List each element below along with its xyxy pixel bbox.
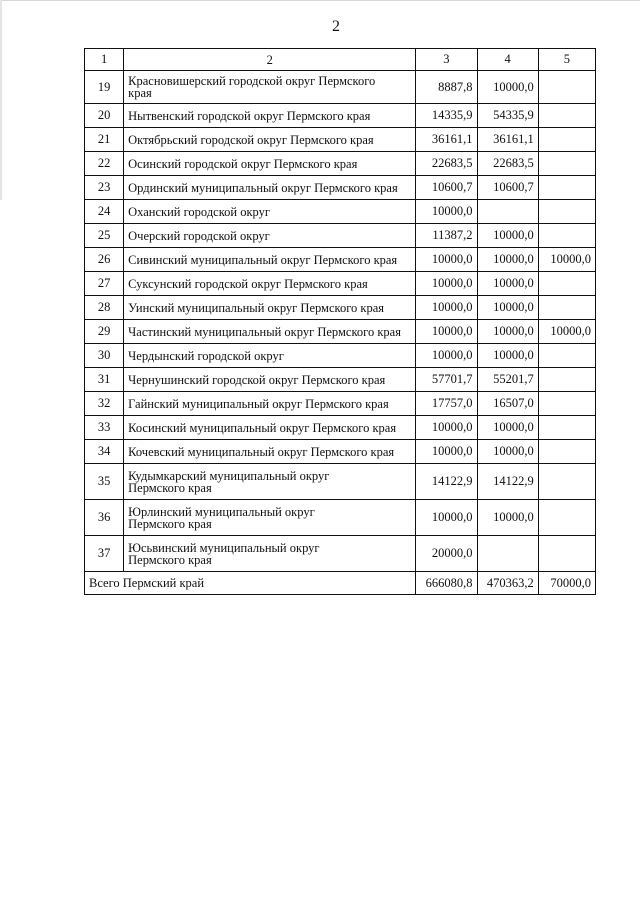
municipality-name-line-1: Чернушинский городской округ Пермского края (128, 372, 386, 387)
value-col-4: 10000,0 (477, 440, 538, 464)
value-col-5 (538, 272, 595, 296)
value-col-5 (538, 296, 595, 320)
value-col-3: 36161,1 (416, 128, 477, 152)
value-col-5: 10000,0 (538, 320, 595, 344)
value-col-4: 10000,0 (477, 272, 538, 296)
municipality-name (124, 344, 416, 368)
row-number: 37 (85, 536, 124, 572)
table-row (85, 128, 596, 152)
value-col-3: 10000,0 (416, 344, 477, 368)
value-col-4: 10000,0 (477, 224, 538, 248)
value-col-5 (538, 71, 595, 104)
municipality-name-line-2: Пермского края (128, 516, 212, 531)
municipality-name (124, 320, 416, 344)
municipality-name (124, 128, 416, 152)
municipality-name-line-1: Юсьвинский муниципальный округ (128, 540, 320, 555)
municipality-name (124, 464, 416, 500)
value-col-3: 10000,0 (416, 272, 477, 296)
value-col-5 (538, 200, 595, 224)
value-col-5 (538, 536, 595, 572)
row-number: 30 (85, 344, 124, 368)
table-row (85, 200, 596, 224)
row-number: 36 (85, 500, 124, 536)
municipality-name-line-1: Красновишерский городской округ Пермского (128, 74, 376, 88)
value-col-3: 10000,0 (416, 296, 477, 320)
value-col-4: 10000,0 (477, 416, 538, 440)
table-row (85, 176, 596, 200)
row-number: 28 (85, 296, 124, 320)
value-col-5 (538, 152, 595, 176)
row-number: 19 (85, 71, 124, 104)
municipality-name (124, 416, 416, 440)
table-row (85, 368, 596, 392)
value-col-3: 14335,9 (416, 104, 477, 128)
header-col-4: 4 (477, 49, 538, 71)
value-col-3: 10000,0 (416, 320, 477, 344)
value-col-5 (538, 368, 595, 392)
total-col-3: 666080,8 (416, 572, 477, 595)
table-row (85, 104, 596, 128)
municipality-name-line-1: Сивинский муниципальный округ Пермского края (128, 252, 398, 267)
value-col-3: 10000,0 (416, 500, 477, 536)
table-header-row (85, 49, 596, 71)
value-col-4: 10000,0 (477, 248, 538, 272)
value-col-5: 10000,0 (538, 248, 595, 272)
municipality-name (124, 392, 416, 416)
total-row (85, 572, 596, 595)
value-col-3: 57701,7 (416, 368, 477, 392)
value-col-5 (538, 128, 595, 152)
value-col-4: 36161,1 (477, 128, 538, 152)
table-row (85, 272, 596, 296)
municipality-name-line-1: Октябрьский городской округ Пермского края (128, 132, 374, 147)
value-col-3: 14122,9 (416, 464, 477, 500)
municipality-name (124, 176, 416, 200)
row-number: 35 (85, 464, 124, 500)
budget-allocation-table (84, 48, 596, 595)
value-col-5 (538, 416, 595, 440)
municipality-name-line-1: Осинский городской округ Пермского края (128, 156, 358, 171)
value-col-4 (477, 536, 538, 572)
municipality-name-line-1: Юрлинский муниципальный округ (128, 504, 315, 519)
municipality-name (124, 368, 416, 392)
value-col-5 (538, 500, 595, 536)
municipality-name-line-1: Частинский муниципальный округ Пермского края (128, 324, 401, 339)
municipality-name-line-1: Очерский городской округ (128, 228, 270, 243)
municipality-name-line-1: Чердынский городской округ (128, 348, 284, 363)
value-col-5 (538, 344, 595, 368)
row-number: 26 (85, 248, 124, 272)
municipality-name (124, 500, 416, 536)
value-col-3: 10000,0 (416, 416, 477, 440)
value-col-3: 17757,0 (416, 392, 477, 416)
municipality-name-line-1: Гайнский муниципальный округ Пермского края (128, 396, 389, 411)
row-number: 34 (85, 440, 124, 464)
municipality-name-line-1: Кочевский муниципальный округ Пермского края (128, 444, 395, 459)
value-col-4: 54335,9 (477, 104, 538, 128)
municipality-name-line-1: Нытвенский городской округ Пермского края (128, 108, 371, 123)
value-col-4: 10000,0 (477, 320, 538, 344)
row-number: 22 (85, 152, 124, 176)
municipality-name (124, 104, 416, 128)
value-col-3: 8887,8 (416, 71, 477, 104)
municipality-name (124, 200, 416, 224)
value-col-3: 11387,2 (416, 224, 477, 248)
value-col-4: 10000,0 (477, 344, 538, 368)
value-col-3: 22683,5 (416, 152, 477, 176)
total-col-4: 470363,2 (477, 572, 538, 595)
value-col-4: 10000,0 (477, 71, 538, 104)
table-row (85, 224, 596, 248)
page-number: 2 (332, 18, 340, 35)
table-row (85, 464, 596, 500)
header-col-1: 1 (85, 49, 124, 71)
value-col-4: 10600,7 (477, 176, 538, 200)
row-number: 24 (85, 200, 124, 224)
municipality-name-line-1: Оханский городской округ (128, 204, 271, 219)
municipality-name-line-1: Суксунский городской округ Пермского края (128, 276, 368, 291)
value-col-3: 10000,0 (416, 248, 477, 272)
value-col-3: 10000,0 (416, 200, 477, 224)
table-row (85, 440, 596, 464)
municipality-name-line-1: Ординский муниципальный округ Пермского края (128, 180, 398, 195)
row-number: 32 (85, 392, 124, 416)
value-col-5 (538, 392, 595, 416)
value-col-3: 10000,0 (416, 440, 477, 464)
value-col-5 (538, 224, 595, 248)
value-col-5 (538, 440, 595, 464)
value-col-4: 55201,7 (477, 368, 538, 392)
value-col-4: 16507,0 (477, 392, 538, 416)
municipality-name (124, 152, 416, 176)
table-row (85, 416, 596, 440)
municipality-name-line-2: Пермского края (128, 480, 212, 495)
header-col-2: 2 (124, 49, 416, 71)
row-number: 23 (85, 176, 124, 200)
row-number: 20 (85, 104, 124, 128)
table-row (85, 536, 596, 572)
table-row (85, 500, 596, 536)
row-number: 27 (85, 272, 124, 296)
table-row (85, 296, 596, 320)
row-number: 33 (85, 416, 124, 440)
table-row (85, 248, 596, 272)
row-number: 25 (85, 224, 124, 248)
value-col-4: 10000,0 (477, 500, 538, 536)
value-col-4: 22683,5 (477, 152, 538, 176)
municipality-name (124, 440, 416, 464)
row-number: 21 (85, 128, 124, 152)
header-col-5: 5 (538, 49, 595, 71)
municipality-name (124, 248, 416, 272)
scan-edge-line (0, 0, 640, 1)
municipality-name-line-1: Косинский муниципальный округ Пермского края (128, 420, 397, 435)
total-label: Всего Пермский край (85, 572, 416, 595)
value-col-4: 10000,0 (477, 296, 538, 320)
municipality-name-line-2: Пермского края (128, 552, 212, 567)
table-row (85, 344, 596, 368)
value-col-4 (477, 200, 538, 224)
municipality-name-line-1: Кудымкарский муниципальный округ (128, 468, 330, 483)
total-col-5: 70000,0 (538, 572, 595, 595)
row-number: 29 (85, 320, 124, 344)
municipality-name (124, 536, 416, 572)
value-col-3: 10600,7 (416, 176, 477, 200)
table-row (85, 152, 596, 176)
row-number: 31 (85, 368, 124, 392)
table-row (85, 71, 596, 104)
table-row (85, 320, 596, 344)
municipality-name (124, 224, 416, 248)
value-col-5 (538, 104, 595, 128)
value-col-5 (538, 176, 595, 200)
municipality-name (124, 71, 416, 104)
header-col-3: 3 (416, 49, 477, 71)
municipality-name (124, 296, 416, 320)
municipality-name-line-2: края (128, 86, 152, 100)
value-col-4: 14122,9 (477, 464, 538, 500)
table-row (85, 392, 596, 416)
value-col-3: 20000,0 (416, 536, 477, 572)
municipality-name-line-1: Уинский муниципальный округ Пермского края (128, 300, 385, 315)
value-col-5 (538, 464, 595, 500)
municipality-name (124, 272, 416, 296)
